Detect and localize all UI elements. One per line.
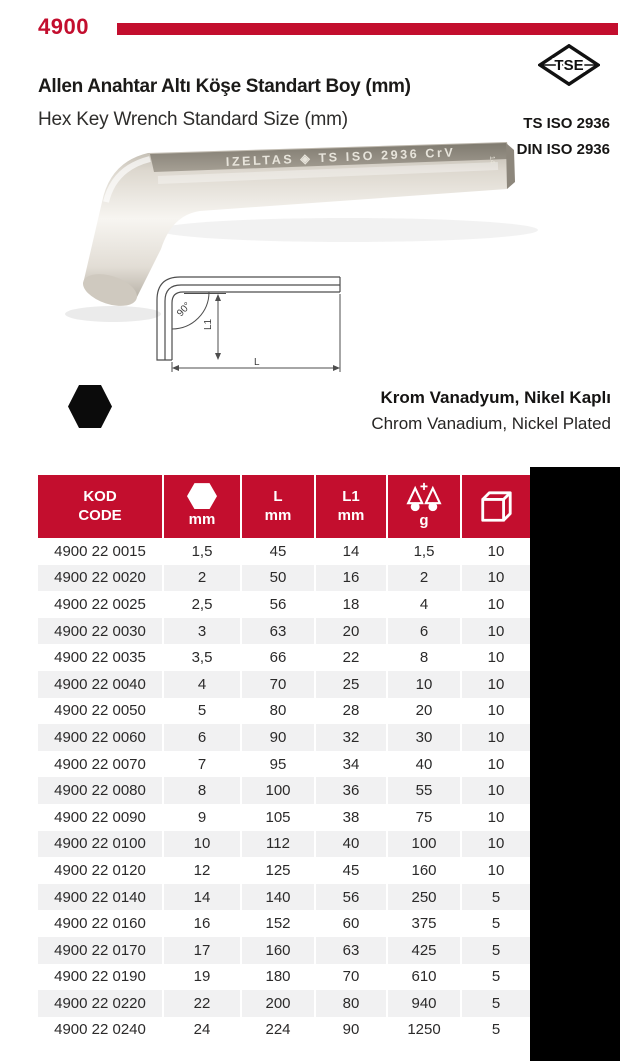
table-row xyxy=(38,538,530,565)
cell-length-l1: 60 xyxy=(316,910,388,937)
cell-length-l: 56 xyxy=(242,591,316,618)
cell-package-qty: 5 xyxy=(491,915,501,933)
cell-length-l: 160 xyxy=(242,937,316,964)
header-rule xyxy=(117,23,618,35)
cell-hex-size: 10 xyxy=(164,831,242,858)
material-turkish: Krom Vanadyum, Nikel Kaplı xyxy=(380,388,611,407)
table-header xyxy=(38,475,530,538)
hexagon-icon xyxy=(187,483,217,509)
cell-hex-size: 6 xyxy=(164,724,242,751)
svg-text:TSE: TSE xyxy=(554,57,584,74)
cell-hex-size: 5 xyxy=(164,698,242,725)
cell-package-qty: 5 xyxy=(491,994,501,1012)
cell-length-l1: 63 xyxy=(316,937,388,964)
header-package-qty xyxy=(462,475,530,538)
cell-weight: 40 xyxy=(388,751,462,778)
redaction-box xyxy=(530,467,620,1061)
cell-length-l1: 45 xyxy=(316,857,388,884)
cell-length-l1: 28 xyxy=(316,698,388,725)
cell-code: 4900 22 0015 xyxy=(38,538,164,565)
cell-length-l: 224 xyxy=(242,1017,316,1044)
cell-hex-size: 8 xyxy=(164,777,242,804)
cell-package-qty: 10 xyxy=(487,569,505,587)
cell-code: 4900 22 0240 xyxy=(38,1017,164,1044)
header-hex-size: mm xyxy=(164,475,242,538)
standard-ts-iso: TS ISO 2936 xyxy=(523,115,610,132)
cell-length-l1: 34 xyxy=(316,751,388,778)
cell-code: 4900 22 0030 xyxy=(38,618,164,645)
table-row xyxy=(38,937,530,964)
cell-code: 4900 22 0190 xyxy=(38,964,164,991)
cell-package-qty: 10 xyxy=(487,728,505,746)
cell-length-l1: 70 xyxy=(316,964,388,991)
cell-code: 4900 22 0170 xyxy=(38,937,164,964)
cell-code: 4900 22 0160 xyxy=(38,910,164,937)
cell-code: 4900 22 0080 xyxy=(38,777,164,804)
cell-length-l: 95 xyxy=(242,751,316,778)
cell-hex-size: 19 xyxy=(164,964,242,991)
table-row xyxy=(38,857,530,884)
cell-package-qty: 10 xyxy=(487,649,505,667)
dimension-diagram xyxy=(150,268,350,378)
cell-hex-size: 9 xyxy=(164,804,242,831)
cell-package-qty: 10 xyxy=(487,595,505,613)
cell-package-qty: 5 xyxy=(491,941,501,959)
cell-weight: 375 xyxy=(388,910,462,937)
table-row xyxy=(38,804,530,831)
cell-hex-size: 3 xyxy=(164,618,242,645)
tse-logo-icon xyxy=(538,44,600,86)
cell-code: 4900 22 0040 xyxy=(38,671,164,698)
cell-length-l1: 32 xyxy=(316,724,388,751)
cell-length-l1: 90 xyxy=(316,1017,388,1044)
cell-code: 4900 22 0035 xyxy=(38,644,164,671)
angle-label: 90° xyxy=(175,300,194,320)
spec-table xyxy=(38,475,530,1043)
cell-weight: 75 xyxy=(388,804,462,831)
table-body xyxy=(38,538,530,1043)
cell-length-l: 45 xyxy=(242,538,316,565)
cell-code: 4900 22 0090 xyxy=(38,804,164,831)
cell-weight: 425 xyxy=(388,937,462,964)
page-title-turkish: Allen Anahtar Altı Köşe Standart Boy (mm) xyxy=(38,76,411,97)
cell-weight: 160 xyxy=(388,857,462,884)
cell-length-l1: 16 xyxy=(316,565,388,592)
header-weight: g xyxy=(388,475,462,538)
cell-hex-size: 24 xyxy=(164,1017,242,1044)
cell-hex-size: 2,5 xyxy=(164,591,242,618)
cell-length-l: 100 xyxy=(242,777,316,804)
cell-code: 4900 22 0120 xyxy=(38,857,164,884)
cell-weight: 4 xyxy=(388,591,462,618)
cell-code: 4900 22 0140 xyxy=(38,884,164,911)
cell-weight: 1,5 xyxy=(388,538,462,565)
cell-package-qty: 10 xyxy=(487,861,505,879)
cell-weight: 100 xyxy=(388,831,462,858)
header-length-l1: L1 mm xyxy=(316,475,388,538)
cell-length-l: 125 xyxy=(242,857,316,884)
cell-length-l: 80 xyxy=(242,698,316,725)
header-length-l: L mm xyxy=(242,475,316,538)
cell-length-l1: 36 xyxy=(316,777,388,804)
cell-code: 4900 22 0025 xyxy=(38,591,164,618)
cell-length-l1: 38 xyxy=(316,804,388,831)
cell-length-l1: 25 xyxy=(316,671,388,698)
scale-icon xyxy=(406,482,442,512)
cell-weight: 20 xyxy=(388,698,462,725)
table-row xyxy=(38,1017,530,1044)
cell-length-l1: 40 xyxy=(316,831,388,858)
cell-length-l: 152 xyxy=(242,910,316,937)
header-code: KOD CODE xyxy=(38,475,164,538)
cell-weight: 55 xyxy=(388,777,462,804)
cell-length-l: 112 xyxy=(242,831,316,858)
page-title-english: Hex Key Wrench Standard Size (mm) xyxy=(38,109,348,130)
cell-package-qty: 5 xyxy=(491,968,501,986)
standard-din-iso: DIN ISO 2936 xyxy=(516,141,610,158)
cell-package-qty: 10 xyxy=(487,808,505,826)
table-row xyxy=(38,618,530,645)
table-row xyxy=(38,698,530,725)
cell-hex-size: 12 xyxy=(164,857,242,884)
cell-length-l: 105 xyxy=(242,804,316,831)
table-row xyxy=(38,884,530,911)
table-row xyxy=(38,777,530,804)
cell-length-l1: 18 xyxy=(316,591,388,618)
cell-length-l1: 80 xyxy=(316,990,388,1017)
cell-length-l1: 14 xyxy=(316,538,388,565)
cell-package-qty: 10 xyxy=(487,542,505,560)
table-row xyxy=(38,831,530,858)
cell-code: 4900 22 0100 xyxy=(38,831,164,858)
l-dim-label: L xyxy=(254,357,260,368)
cell-weight: 30 xyxy=(388,724,462,751)
cell-length-l: 90 xyxy=(242,724,316,751)
tip-size-mark: 14 xyxy=(488,155,496,164)
cell-package-qty: 10 xyxy=(487,622,505,640)
cell-length-l: 200 xyxy=(242,990,316,1017)
cell-package-qty: 10 xyxy=(487,702,505,720)
material-english: Chrom Vanadium, Nickel Plated xyxy=(371,414,611,433)
cell-hex-size: 4 xyxy=(164,671,242,698)
package-icon xyxy=(477,489,515,525)
cell-hex-size: 1,5 xyxy=(164,538,242,565)
cell-package-qty: 5 xyxy=(491,1021,501,1039)
svg-text:IZELTAS ◈ TS ISO 2936 CrV: IZELTAS ◈ TS ISO 2936 CrV xyxy=(225,145,456,169)
table-row xyxy=(38,591,530,618)
cell-hex-size: 2 xyxy=(164,565,242,592)
cell-weight: 2 xyxy=(388,565,462,592)
cell-length-l: 70 xyxy=(242,671,316,698)
cell-package-qty: 10 xyxy=(487,782,505,800)
cell-code: 4900 22 0020 xyxy=(38,565,164,592)
cell-hex-size: 7 xyxy=(164,751,242,778)
cell-length-l: 50 xyxy=(242,565,316,592)
cell-package-qty: 10 xyxy=(487,675,505,693)
cell-hex-size: 3,5 xyxy=(164,644,242,671)
cell-code: 4900 22 0060 xyxy=(38,724,164,751)
page-code: 4900 xyxy=(38,14,89,39)
cell-package-qty: 10 xyxy=(487,835,505,853)
l1-dim-label: L1 xyxy=(203,318,214,330)
table-row xyxy=(38,671,530,698)
table-row xyxy=(38,964,530,991)
table-row xyxy=(38,565,530,592)
table-row xyxy=(38,644,530,671)
table-row xyxy=(38,910,530,937)
table-row xyxy=(38,724,530,751)
cell-weight: 6 xyxy=(388,618,462,645)
cell-length-l1: 22 xyxy=(316,644,388,671)
cell-hex-size: 14 xyxy=(164,884,242,911)
cell-length-l1: 20 xyxy=(316,618,388,645)
cell-weight: 610 xyxy=(388,964,462,991)
hexagon-bullet-icon xyxy=(68,385,112,428)
cell-package-qty: 5 xyxy=(491,888,501,906)
cell-length-l: 66 xyxy=(242,644,316,671)
table-row xyxy=(38,751,530,778)
table-row xyxy=(38,990,530,1017)
cell-weight: 10 xyxy=(388,671,462,698)
cell-hex-size: 17 xyxy=(164,937,242,964)
cell-code: 4900 22 0050 xyxy=(38,698,164,725)
cell-weight: 8 xyxy=(388,644,462,671)
cell-length-l: 63 xyxy=(242,618,316,645)
cell-length-l: 140 xyxy=(242,884,316,911)
cell-weight: 250 xyxy=(388,884,462,911)
cell-weight: 940 xyxy=(388,990,462,1017)
cell-length-l: 180 xyxy=(242,964,316,991)
cell-weight: 1250 xyxy=(388,1017,462,1044)
cell-code: 4900 22 0220 xyxy=(38,990,164,1017)
cell-length-l1: 56 xyxy=(316,884,388,911)
cell-hex-size: 16 xyxy=(164,910,242,937)
cell-code: 4900 22 0070 xyxy=(38,751,164,778)
cell-package-qty: 10 xyxy=(487,755,505,773)
cell-hex-size: 22 xyxy=(164,990,242,1017)
